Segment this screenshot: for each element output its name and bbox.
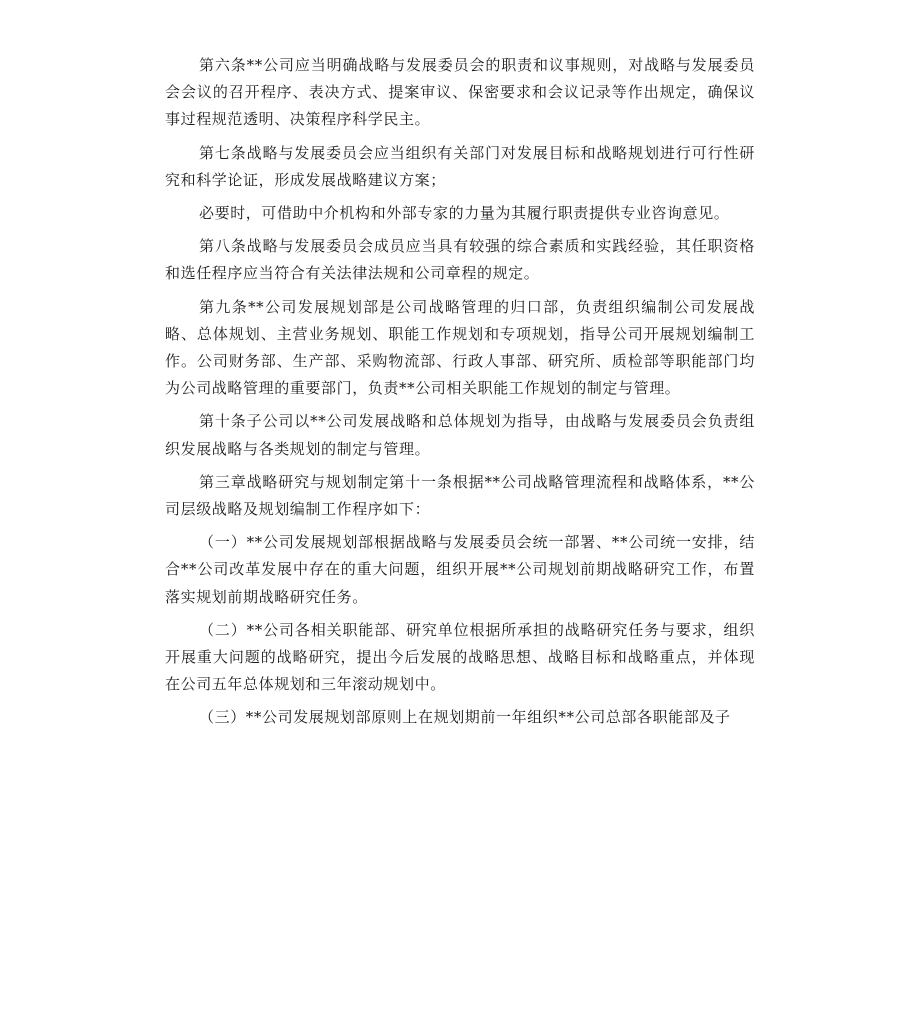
paragraph-article-10: 第十条子公司以**公司发展战略和总体规划为指导，由战略与发展委员会负责组织发展战略与各类规划的制定与管理。 [165, 412, 755, 458]
paragraph-chapter-3-article-11: 第三章战略研究与规划制定第十一条根据**公司战略管理流程和战略体系，**公司层级战略及规划编制工作程序如下： [165, 472, 756, 519]
paragraph-article-8: 第八条战略与发展委员会成员应当具有较强的综合素质和实践经验，其任职资格和选任程序应当符合有关法律法规和公司章程的规定。 [165, 237, 755, 283]
document-page [165, 52, 755, 738]
paragraph-article-6: 第六条**公司应当明确战略与发展委员会的职责和议事规则，对战略与发展委员会会议的召开程序、表决方式、提案审议、保密要求和会议记录等作出规定，确保议事过程规范透明、决策程序科学民主。 [165, 56, 755, 129]
paragraph-item-3: （三）**公司发展规划部原则上在规划期前一年组织**公司总部各职能部及子 [199, 708, 731, 727]
paragraph-item-1: （一）**公司发展规划部根据战略与发展委员会统一部署、**公司统一安排，结合**公司改革发展中存在的重大问题，组织开展**公司规划前期战略研究工作，布置落实规划前期战略研究任务。 [165, 533, 755, 606]
paragraph-article-7-cont: 必要时，可借助中介机构和外部专家的力量为其履行职责提供专业咨询意见。 [199, 204, 730, 223]
paragraph-article-7: 第七条战略与发展委员会应当组织有关部门对发展目标和战略规划进行可行性研究和科学论证，形成发展战略建议方案； [165, 143, 755, 189]
paragraph-article-9: 第九条**公司发展规划部是公司战略管理的归口部，负责组织编制公司发展战略、总体规划、主营业务规划、职能工作规划和专项规划，指导公司开展规划编制工作。公司财务部、生产部、采购物流部、行政人事部、研究所、质检部等职能部门均为公司战略管理的重要部门，负责**公司相关职能工作规划的制定与管理。 [165, 297, 755, 398]
paragraph-item-2: （二）**公司各相关职能部、研究单位根据所承担的战略研究任务与要求，组织开展重大问题的战略研究，提出今后发展的战略思想、战略目标和战略重点，并体现在公司五年总体规划和三年滚动规划中。 [165, 620, 755, 694]
